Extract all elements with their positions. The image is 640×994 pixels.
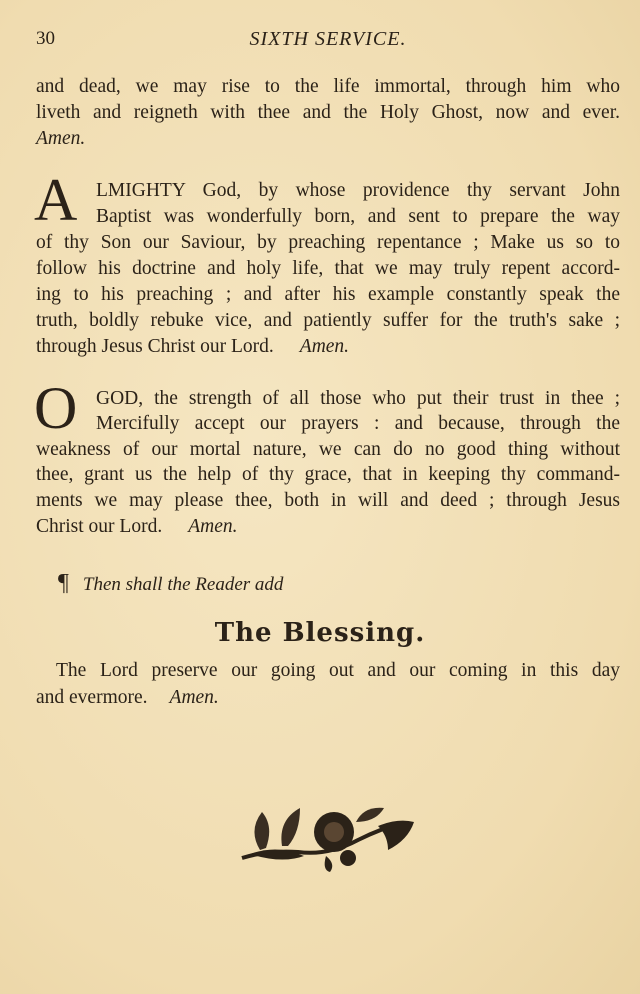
text-line: thee, grant us the help of thy grace, that in keeping thy command-	[36, 464, 620, 485]
drop-cap: A	[34, 167, 78, 233]
amen: Amen.	[36, 128, 86, 149]
floral-ornament-icon	[238, 800, 418, 872]
drop-cap: O	[34, 375, 78, 441]
text-line: Mercifully accept our prayers : and because, through the	[96, 413, 620, 434]
text-line: Baptist was wonderfully born, and sent to prepare the way	[96, 206, 620, 227]
amen: Amen.	[169, 687, 219, 708]
text-line: weakness of our mortal nature, we can do no good thing without	[36, 439, 620, 460]
section-title: The Blessing.	[214, 618, 426, 648]
text: through Jesus Christ our Lord.	[36, 336, 274, 357]
text-line	[36, 685, 620, 711]
text-line: and dead, we may rise to the life immortal, through him who	[36, 76, 620, 97]
pilcrow-icon: ¶	[58, 570, 69, 596]
running-title: SIXTH SERVICE.	[249, 28, 407, 50]
page-header	[36, 28, 620, 54]
text-line: ing to his preaching ; and after his example constantly speak the	[36, 284, 620, 305]
page-number: 30	[36, 28, 55, 49]
amen: Amen.	[188, 516, 238, 537]
rubric-text: Then shall the Reader add	[82, 574, 284, 595]
text-line: LMIGHTY God, by whose providence thy servant John	[96, 180, 620, 201]
text-line: GOD, the strength of all those who put their trust in thee ;	[96, 388, 620, 409]
text-line: liveth and reigneth with thee and the Holy Ghost, now and ever.	[36, 102, 620, 123]
text-line: truth, boldly rebuke vice, and patiently suffer for the truth's sake ;	[36, 310, 620, 331]
text: and evermore.	[36, 687, 148, 708]
text-line: follow his doctrine and holy life, that we may truly repent accord-	[36, 258, 620, 279]
text-line	[36, 514, 620, 540]
rubric	[58, 570, 283, 597]
text-line: of thy Son our Saviour, by preaching repentance ; Make us so to	[36, 232, 620, 253]
text-line: ments we may please thee, both in will and deed ; through Jesus	[36, 490, 620, 511]
text: Christ our Lord.	[36, 516, 163, 537]
text-line	[36, 334, 620, 360]
text-line: The Lord preserve our going out and our coming in this day	[56, 660, 620, 681]
amen: Amen.	[299, 336, 350, 357]
